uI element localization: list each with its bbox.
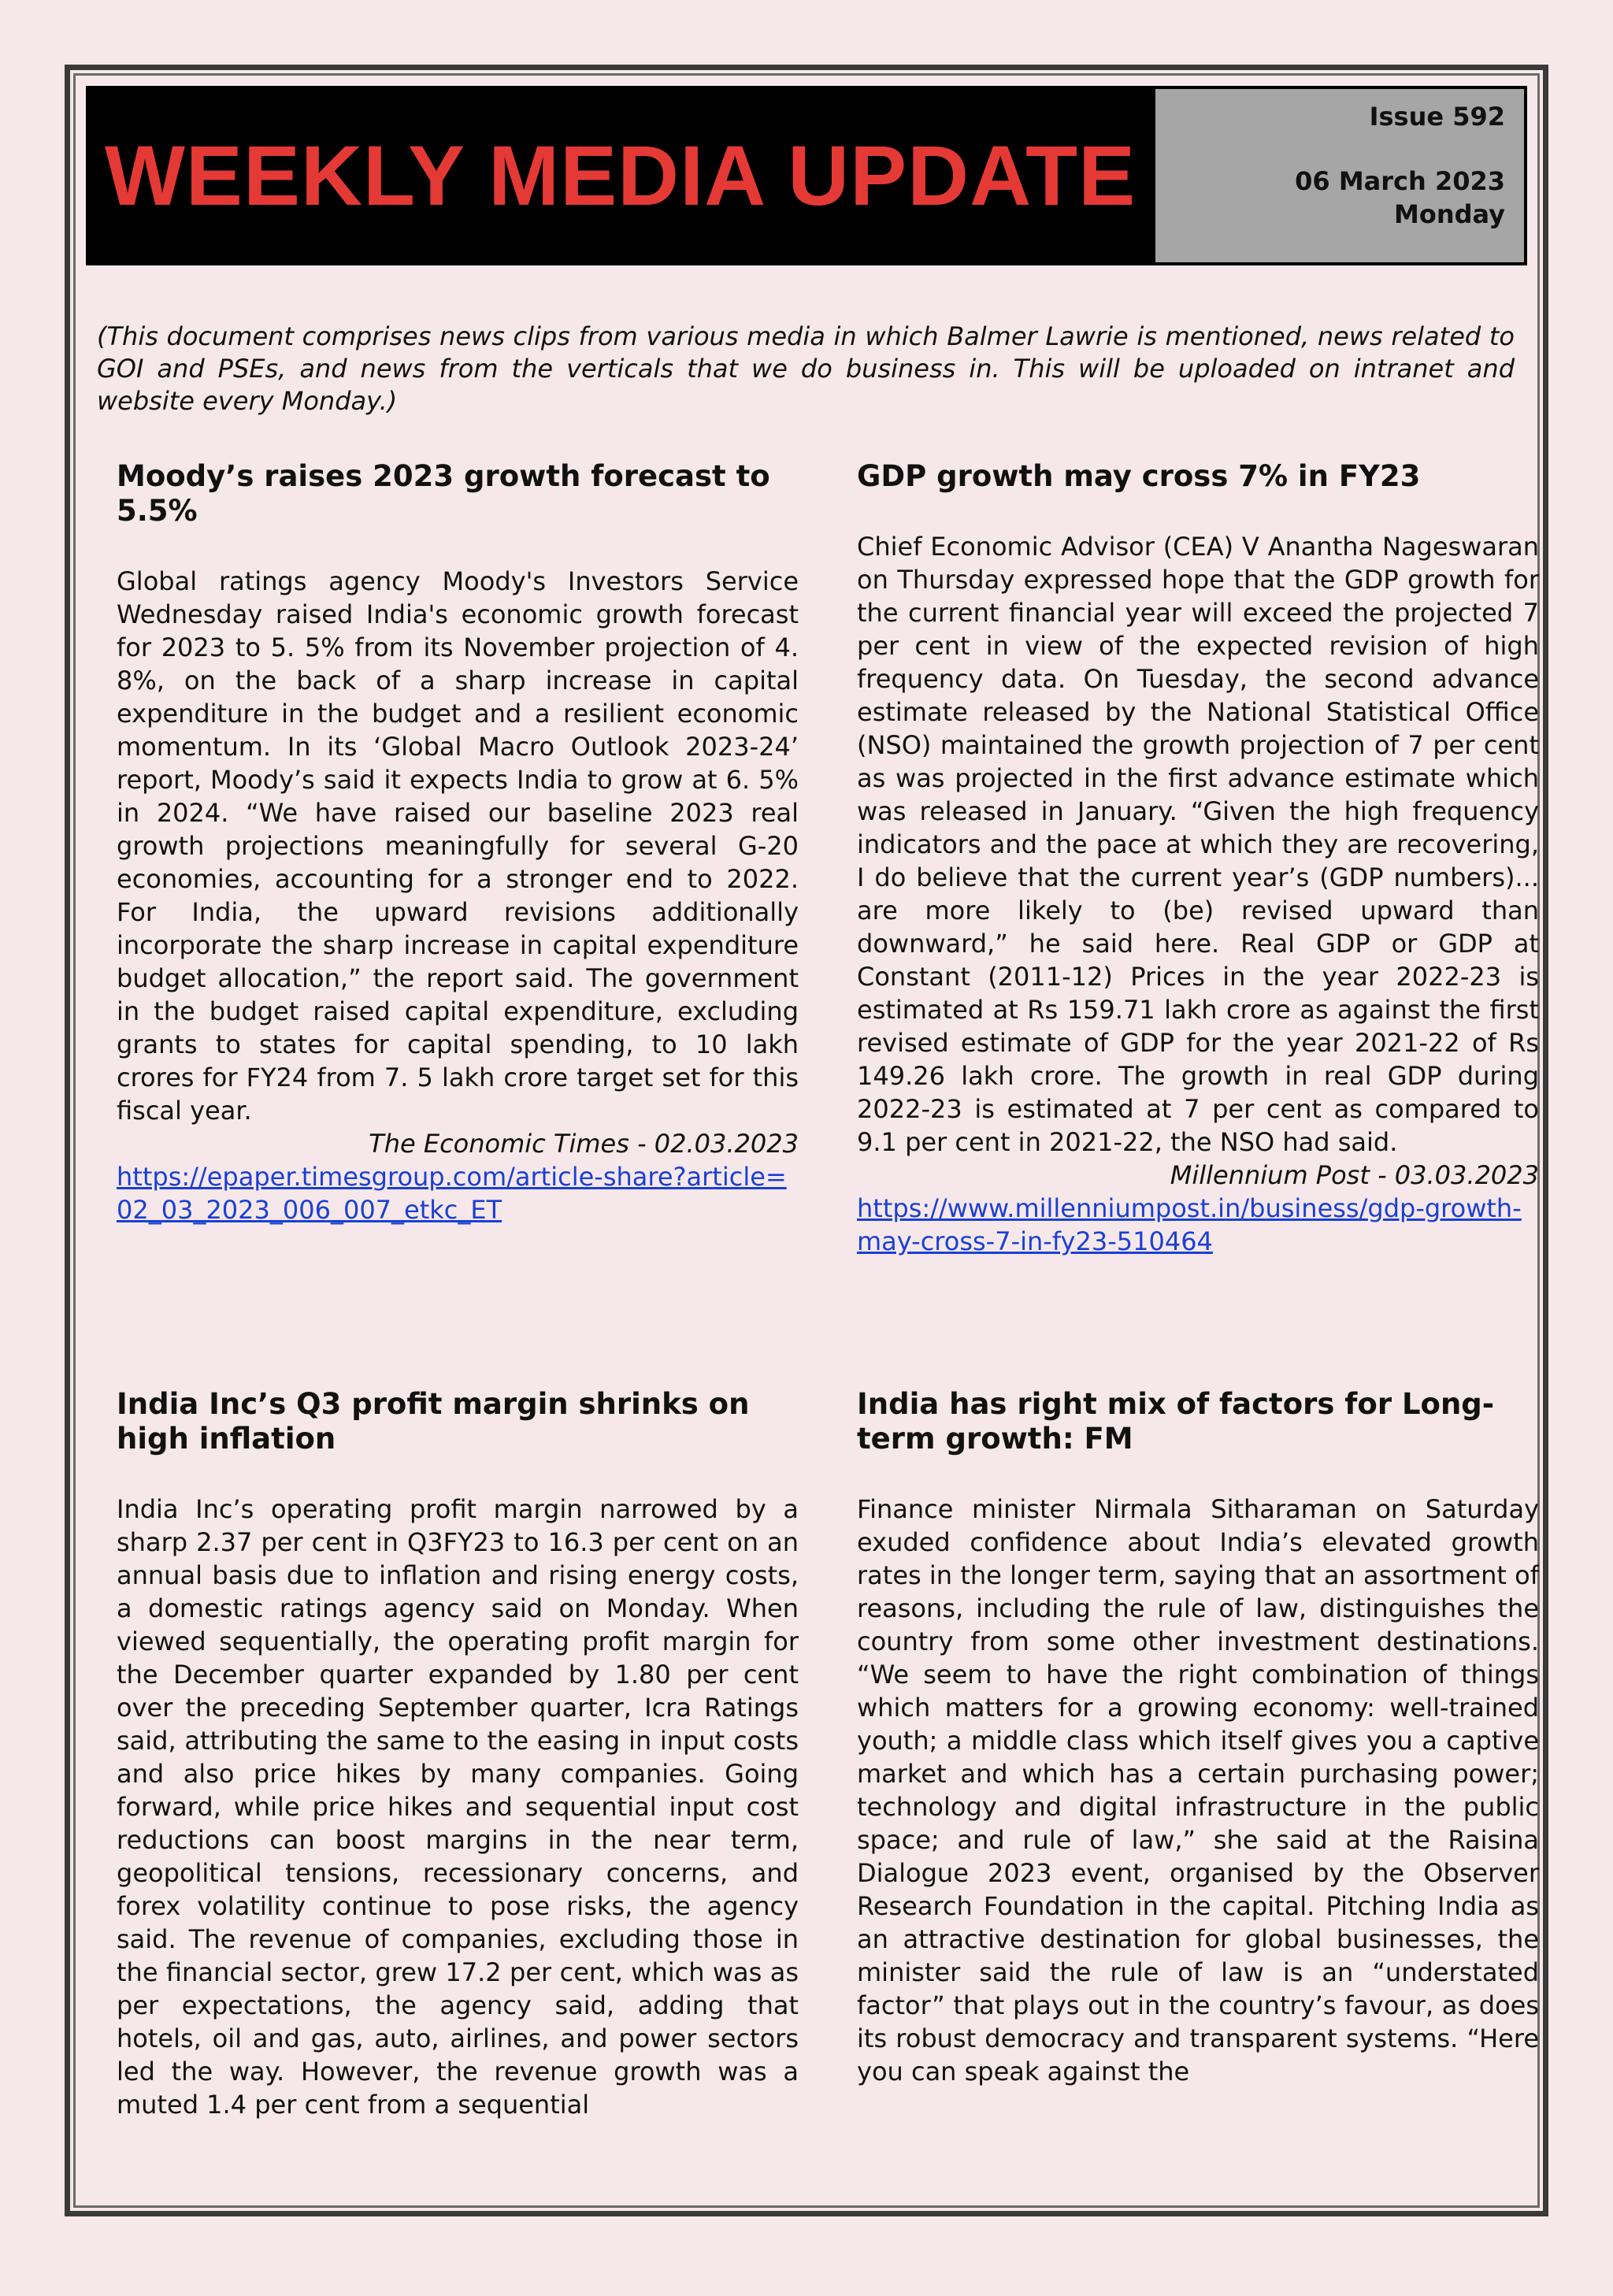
- article-india-inc-margin: [117, 1387, 799, 2120]
- article-body-clip: [857, 1493, 1539, 2296]
- article-source: Millennium Post - 03.03.2023: [1170, 1160, 1539, 1190]
- article-title: Moody’s raises 2023 growth forecast to 5.5%: [117, 459, 770, 528]
- article-source: The Economic Times - 02.03.2023: [369, 1129, 799, 1159]
- article-title: GDP growth may cross 7% in FY23: [857, 459, 1421, 493]
- article-title: India has right mix of factors for Long-term growth: FM: [857, 1387, 1495, 1456]
- article-title: India Inc’s Q3 profit margin shrinks on high inflation: [117, 1387, 750, 1456]
- article-body-clip: [117, 1493, 799, 2296]
- issue-day: Monday: [1394, 199, 1505, 229]
- article-moodys: [117, 459, 799, 1226]
- issue-date: 06 March 2023: [1295, 166, 1505, 196]
- masthead: [86, 86, 1527, 265]
- intro-note: (This document comprises news clips from various media in which Balmer Lawrie is mentioned, news related to GOI and PSEs, and news from the verticals that we do business in. This will be uploaded on intranet and website every Monday.): [97, 321, 1515, 416]
- article-link[interactable]: https://epaper.timesgroup.com/article-share?article=02_03_2023_006_007_etkc_ET: [117, 1162, 787, 1225]
- article-link[interactable]: https://www.millenniumpost.in/business/gdp-growth-may-cross-7-in-fy23-510464: [857, 1193, 1522, 1256]
- article-body: Finance minister Nirmala Sitharaman on Saturday exuded confidence about India’s elevated growth rates in the longer term, saying that an assortment of reasons, including the rule of law, distinguishes the country from some other investment destinations. “We seem to have the right combination of things which matters for a growing economy: well-trained youth; a middle class which itself gives you a captive market and which has a certain purchasing power; technology and digital infrastructure in the public space; and rule of law,” she said at the Raisina Dialogue 2023 event, organised by the Observer Research Foundation in the capital. Pitching India as an attractive destination for global businesses, the minister said the rule of law is an “understated factor” that plays out in the country’s favour, as does its robust democracy and transparent systems. “Here you can speak against the: [857, 1494, 1539, 2086]
- page-frame: [65, 65, 1548, 2216]
- newsletter-title: WEEKLY MEDIA UPDATE: [105, 128, 1137, 223]
- issue-number: Issue 592: [1369, 102, 1505, 132]
- article-gdp-growth: [857, 459, 1539, 1258]
- issue-info-block: [1152, 86, 1527, 265]
- article-body: Global ratings agency Moody's Investors Service Wednesday raised India's economic growth forecast for 2023 to 5. 5% from its November projection of 4. 8%, on the back of a sharp increase in capital expenditure in the budget and a resilient economic momentum. In its ‘Global Macro Outlook 2023-24’ report, Moody’s said it expects India to grow at 6. 5% in 2024. “We have raised our baseline 2023 real growth projections meaningfully for several G-20 economies, accounting for a stronger end to 2022. For India, the upward revisions additionally incorporate the sharp increase in capital expenditure budget allocation,” the report said. The government in the budget raised capital expenditure, excluding grants to states for capital spending, to 10 lakh crores for FY24 from 7. 5 lakh crore target set for this fiscal year.: [117, 566, 799, 1126]
- masthead-title-block: [86, 86, 1152, 265]
- article-body: Chief Economic Advisor (CEA) V Anantha Nageswaran on Thursday expressed hope that the GDP growth for the current financial year will exceed the projected 7 per cent in view of the expected revision of high frequency data. On Tuesday, the second advance estimate released by the National Statistical Office (NSO) maintained the growth projection of 7 per cent as was projected in the first advance estimate which was released in January. “Given the high frequency indicators and the pace at which they are recovering, I do believe that the current year’s (GDP numbers)... are more likely to (be) revised upward than downward,” he said here. Real GDP or GDP at Constant (2011-12) Prices in the year 2022-23 is estimated at Rs 159.71 lakh crore as against the first revised estimate of GDP for the year 2021-22 of Rs 149.26 lakh crore. The growth in real GDP during 2022-23 is estimated at 7 per cent as compared to 9.1 per cent in 2021-22, the NSO had said.: [857, 532, 1539, 1157]
- article-fm-growth: [857, 1387, 1539, 2086]
- article-body: India Inc’s operating profit margin narrowed by a sharp 2.37 per cent in Q3FY23 to 16.3 per cent on an annual basis due to inflation and rising energy costs, a domestic ratings agency said on Monday. When viewed sequentially, the operating profit margin for the December quarter expanded by 1.80 per cent over the preceding September quarter, Icra Ratings said, attributing the same to the easing in input costs and also price hikes by many companies. Going forward, while price hikes and sequential input cost reductions can boost margins in the near term, geopolitical tensions, recessionary concerns, and forex volatility continue to pose risks, the agency said. The revenue of companies, excluding those in the financial sector, grew 17.2 per cent, which was as per expectations, the agency said, adding that hotels, oil and gas, auto, airlines, and power sectors led the way. However, the revenue growth was a muted 1.4 per cent from a sequential: [117, 1494, 799, 2120]
